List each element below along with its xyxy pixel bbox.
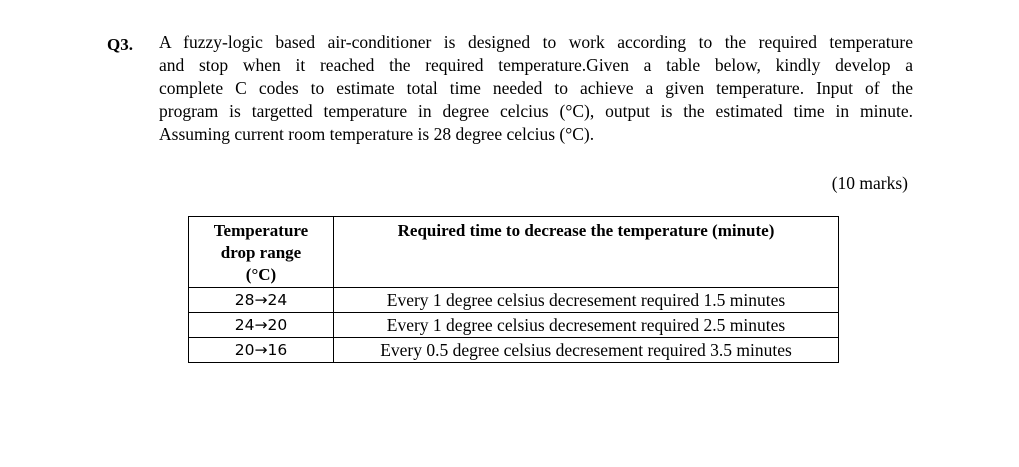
- table-row: [189, 288, 839, 313]
- question-line: complete C codes to estimate total time needed to achieve a given temperature. Input of the: [159, 78, 913, 98]
- time-cell: Every 1 degree celsius decresement required 1.5 minutes: [334, 288, 839, 313]
- header-required-time: Required time to decrease the temperature (minute): [334, 217, 839, 288]
- header-range-line: drop range: [220, 243, 302, 262]
- question-line: program is targetted temperature in degree celcius (°C), output is the estimated time in minute.: [159, 101, 913, 121]
- question-line: Assuming current room temperature is 28 degree celcius (°C).: [159, 124, 595, 144]
- header-range-line: Temperature: [213, 221, 309, 240]
- range-cell: 24→20: [189, 313, 334, 338]
- question-line: and stop when it reached the required temperature.Given a table below, kindly develop a: [159, 55, 913, 75]
- header-range-line: (°C): [245, 265, 277, 284]
- time-cell: Every 1 degree celsius decresement required 2.5 minutes: [334, 313, 839, 338]
- question-text: [159, 31, 913, 146]
- range-cell: 20→16: [189, 338, 334, 363]
- temperature-table: [188, 216, 839, 363]
- table-row: [189, 338, 839, 363]
- time-cell: Every 0.5 degree celsius decresement required 3.5 minutes: [334, 338, 839, 363]
- question-label: Q3.: [107, 35, 133, 54]
- marks-label: (10 marks): [831, 173, 908, 193]
- header-temperature-drop-range: [189, 217, 334, 288]
- table-header-row: [189, 217, 839, 288]
- question-line: A fuzzy-logic based air-conditioner is designed to work according to the required temperature: [159, 32, 913, 52]
- table-row: [189, 313, 839, 338]
- range-cell: 28→24: [189, 288, 334, 313]
